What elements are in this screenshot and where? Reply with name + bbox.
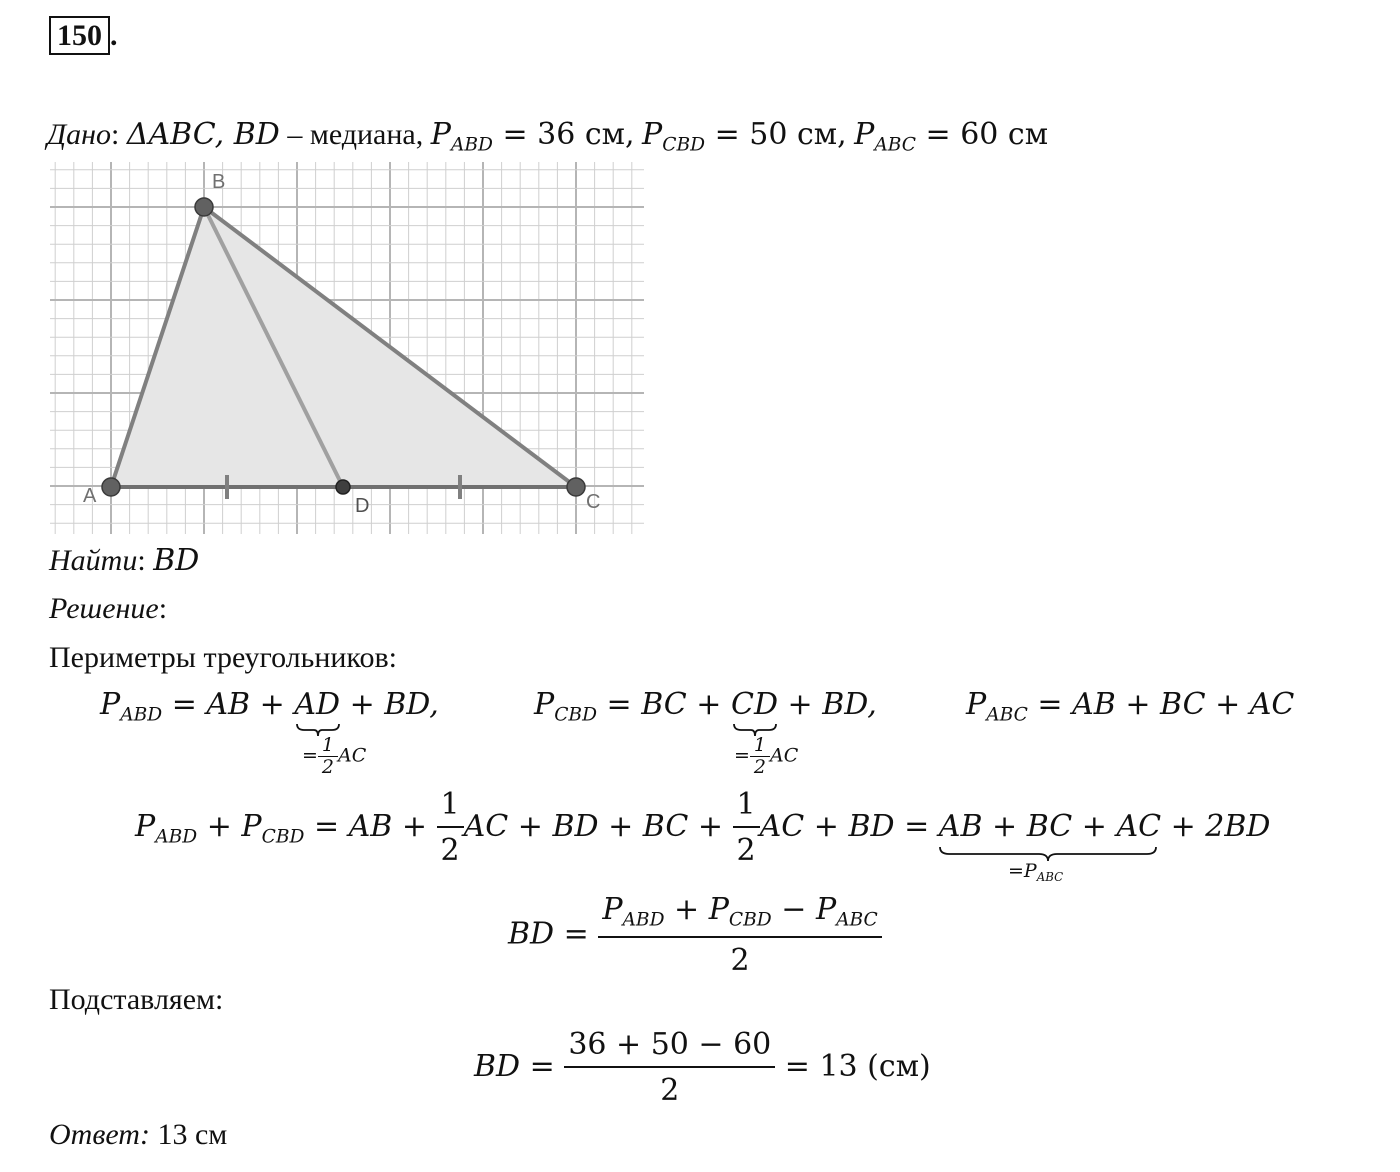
point-d xyxy=(336,480,350,494)
substitute-title: Подставляем: xyxy=(49,983,224,1016)
given-p-abd-value: = 36 см, xyxy=(492,117,635,152)
note-ad-half-ac: = $\frac{1}{2}$ AC xyxy=(302,734,367,778)
answer-line xyxy=(49,1120,227,1150)
point-b xyxy=(195,198,213,216)
perimeters-title: Периметры треугольников: xyxy=(49,641,397,674)
solution-line: Решение: xyxy=(49,592,168,625)
equation-bd-value: BD = $\frac{36 + 50 - 60}{2}$ = 13 (см) xyxy=(474,1027,931,1108)
given-line: Дано: ΔABC, BD – медиана, $P_{ABD} = 36$ см, $P_{CBD} = 50$ см, $P_{ABC} = 60$ см xyxy=(47,117,1049,156)
triangle-figure xyxy=(50,162,644,534)
note-p-abc: $=P_{ABC}$ xyxy=(1008,860,1064,885)
equation-p-abc: $P_{ABC}$ = AB + BC + AC xyxy=(966,687,1295,726)
answer-label: Ответ: xyxy=(49,1118,150,1151)
label-d: D xyxy=(355,495,370,517)
solution-label: Решение xyxy=(49,592,159,625)
given-median-text: – медиана, xyxy=(279,118,431,151)
triangle-fill xyxy=(111,207,576,487)
given-triangle: ΔABC, BD xyxy=(126,117,280,152)
label-a: A xyxy=(83,485,97,507)
find-value: BD xyxy=(153,543,200,578)
equation-bd-formula: BD = $\frac{P_{ABD} + P_{CBD} - P_{ABC}}{2}$ xyxy=(508,895,882,976)
underbrace-cd: CD xyxy=(731,690,778,720)
point-a xyxy=(102,478,120,496)
label-c: C xyxy=(586,491,601,513)
given-p-abc-value: = 60 см xyxy=(915,117,1049,152)
answer-value: 13 см xyxy=(149,1118,228,1151)
underbrace-perimeter-abc: AB + BC + AC xyxy=(939,812,1161,842)
given-p-cbd-value: = 50 см, xyxy=(705,117,847,152)
equation-p-abd: $P_{ABD}$ = AB + AD + BD, xyxy=(100,690,439,725)
problem-number: 150 . xyxy=(49,16,118,55)
find-line: Найти: BD xyxy=(49,543,200,578)
label-b: B xyxy=(212,171,226,193)
equation-sum: $P_{ABD} + P_{CBD}$ = AB + $\frac{1}{2}$ AC + BD + BC + $\frac{1}{2}$ AC + BD = AB + BC + AC + 2BD xyxy=(135,787,1271,868)
note-cd-half-ac: = $\frac{1}{2}$ AC xyxy=(734,734,799,778)
point-c xyxy=(567,478,585,496)
equation-p-cbd: $P_{CBD}$ = BC + CD + BD, xyxy=(534,690,877,725)
underbrace-ad: AD xyxy=(294,690,340,720)
find-label: Найти xyxy=(49,544,138,577)
given-label: Дано xyxy=(47,118,111,151)
